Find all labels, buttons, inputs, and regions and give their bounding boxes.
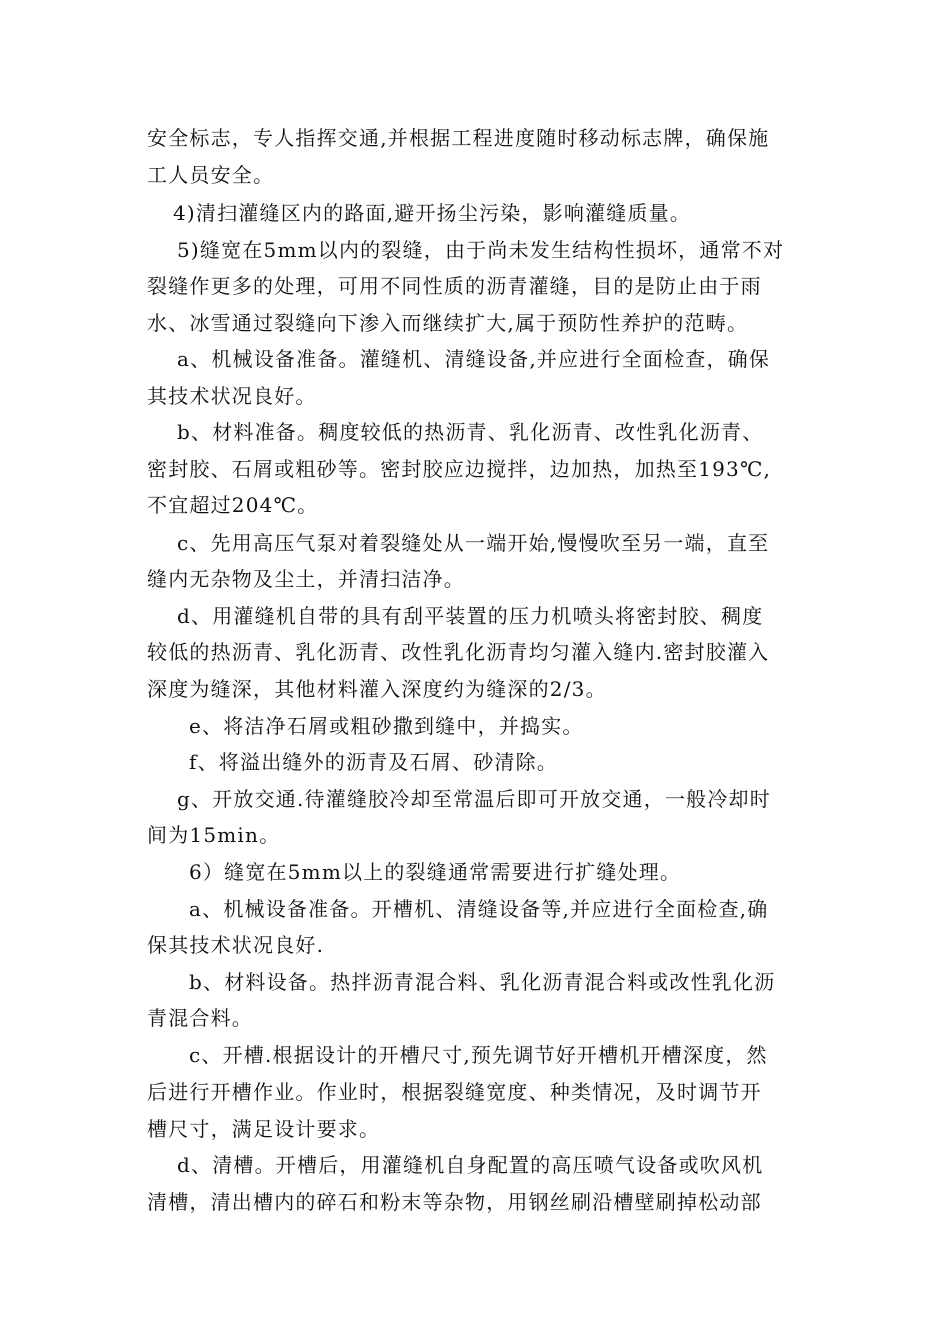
text-line: 青混合料。 bbox=[147, 1006, 253, 1030]
text-line: 工人员安全。 bbox=[147, 163, 275, 187]
text-line: 4)清扫灌缝区内的路面,避开扬尘污染，影响灌缝质量。 bbox=[173, 201, 692, 225]
text-line: 后进行开槽作业。作业时，根据裂缝宽度、种类情况，及时调节开 bbox=[147, 1080, 762, 1104]
text-line: 缝内无杂物及尘土，并清扫洁净。 bbox=[147, 567, 465, 591]
text-line: e、将洁净石屑或粗砂撒到缝中，并捣实。 bbox=[189, 714, 584, 738]
text-line: c、先用高压气泵对着裂缝处从一端开始,慢慢吹至另一端，直至 bbox=[177, 531, 770, 555]
text-line: 保其技术状况良好. bbox=[147, 933, 325, 957]
text-line: c、开槽.根据设计的开槽尺寸,预先调节好开槽机开槽深度，然 bbox=[189, 1043, 768, 1067]
text-line: 5)缝宽在5mm以内的裂缝，由于尚未发生结构性损坏，通常不对 bbox=[177, 238, 785, 262]
text-line: 6）缝宽在5mm以上的裂缝通常需要进行扩缝处理。 bbox=[189, 860, 682, 884]
text-line: 槽尺寸，满足设计要求。 bbox=[147, 1117, 381, 1141]
text-line: f、将溢出缝外的沥青及石屑、砂清除。 bbox=[189, 750, 559, 774]
text-line: d、用灌缝机自带的具有刮平装置的压力机喷头将密封胶、稠度 bbox=[177, 604, 764, 628]
text-line: a、机械设备准备。开槽机、清缝设备等,并应进行全面检查,确 bbox=[189, 897, 769, 921]
text-line: b、材料设备。热拌沥青混合料、乳化沥青混合料或改性乳化沥 bbox=[189, 970, 776, 994]
text-line: d、清槽。开槽后，用灌缝机自身配置的高压喷气设备或吹风机 bbox=[177, 1153, 764, 1177]
text-line: b、材料准备。稠度较低的热沥青、乳化沥青、改性乳化沥青、 bbox=[177, 420, 764, 444]
text-line: 安全标志，专人指挥交通,并根据工程进度随时移动标志牌，确保施 bbox=[147, 126, 770, 150]
text-line: 深度为缝深，其他材料灌入深度约为缝深的2/3。 bbox=[147, 677, 607, 701]
text-line: 不宜超过204℃。 bbox=[147, 493, 319, 517]
text-line: 其技术状况良好。 bbox=[147, 384, 317, 408]
text-line: g、开放交通.待灌缝胶冷却至常温后即可开放交通，一般冷却时 bbox=[177, 787, 771, 811]
text-line: 清槽，清出槽内的碎石和粉末等杂物，用钢丝刷沿槽壁刷掉松动部 bbox=[147, 1190, 762, 1214]
text-line: 裂缝作更多的处理，可用不同性质的沥青灌缝，目的是防止由于雨 bbox=[147, 274, 762, 298]
text-line: 水、冰雪通过裂缝向下渗入而继续扩大,属于预防性养护的范畴。 bbox=[147, 311, 749, 335]
text-line: 密封胶、石屑或粗砂等。密封胶应边搅拌，边加热，加热至193℃, bbox=[147, 457, 772, 481]
text-line: 间为15min。 bbox=[147, 823, 281, 847]
text-line: a、机械设备准备。灌缝机、清缝设备,并应进行全面检查，确保 bbox=[177, 347, 771, 371]
text-line: 较低的热沥青、乳化沥青、改性乳化沥青均匀灌入缝内.密封胶灌入 bbox=[147, 640, 770, 664]
